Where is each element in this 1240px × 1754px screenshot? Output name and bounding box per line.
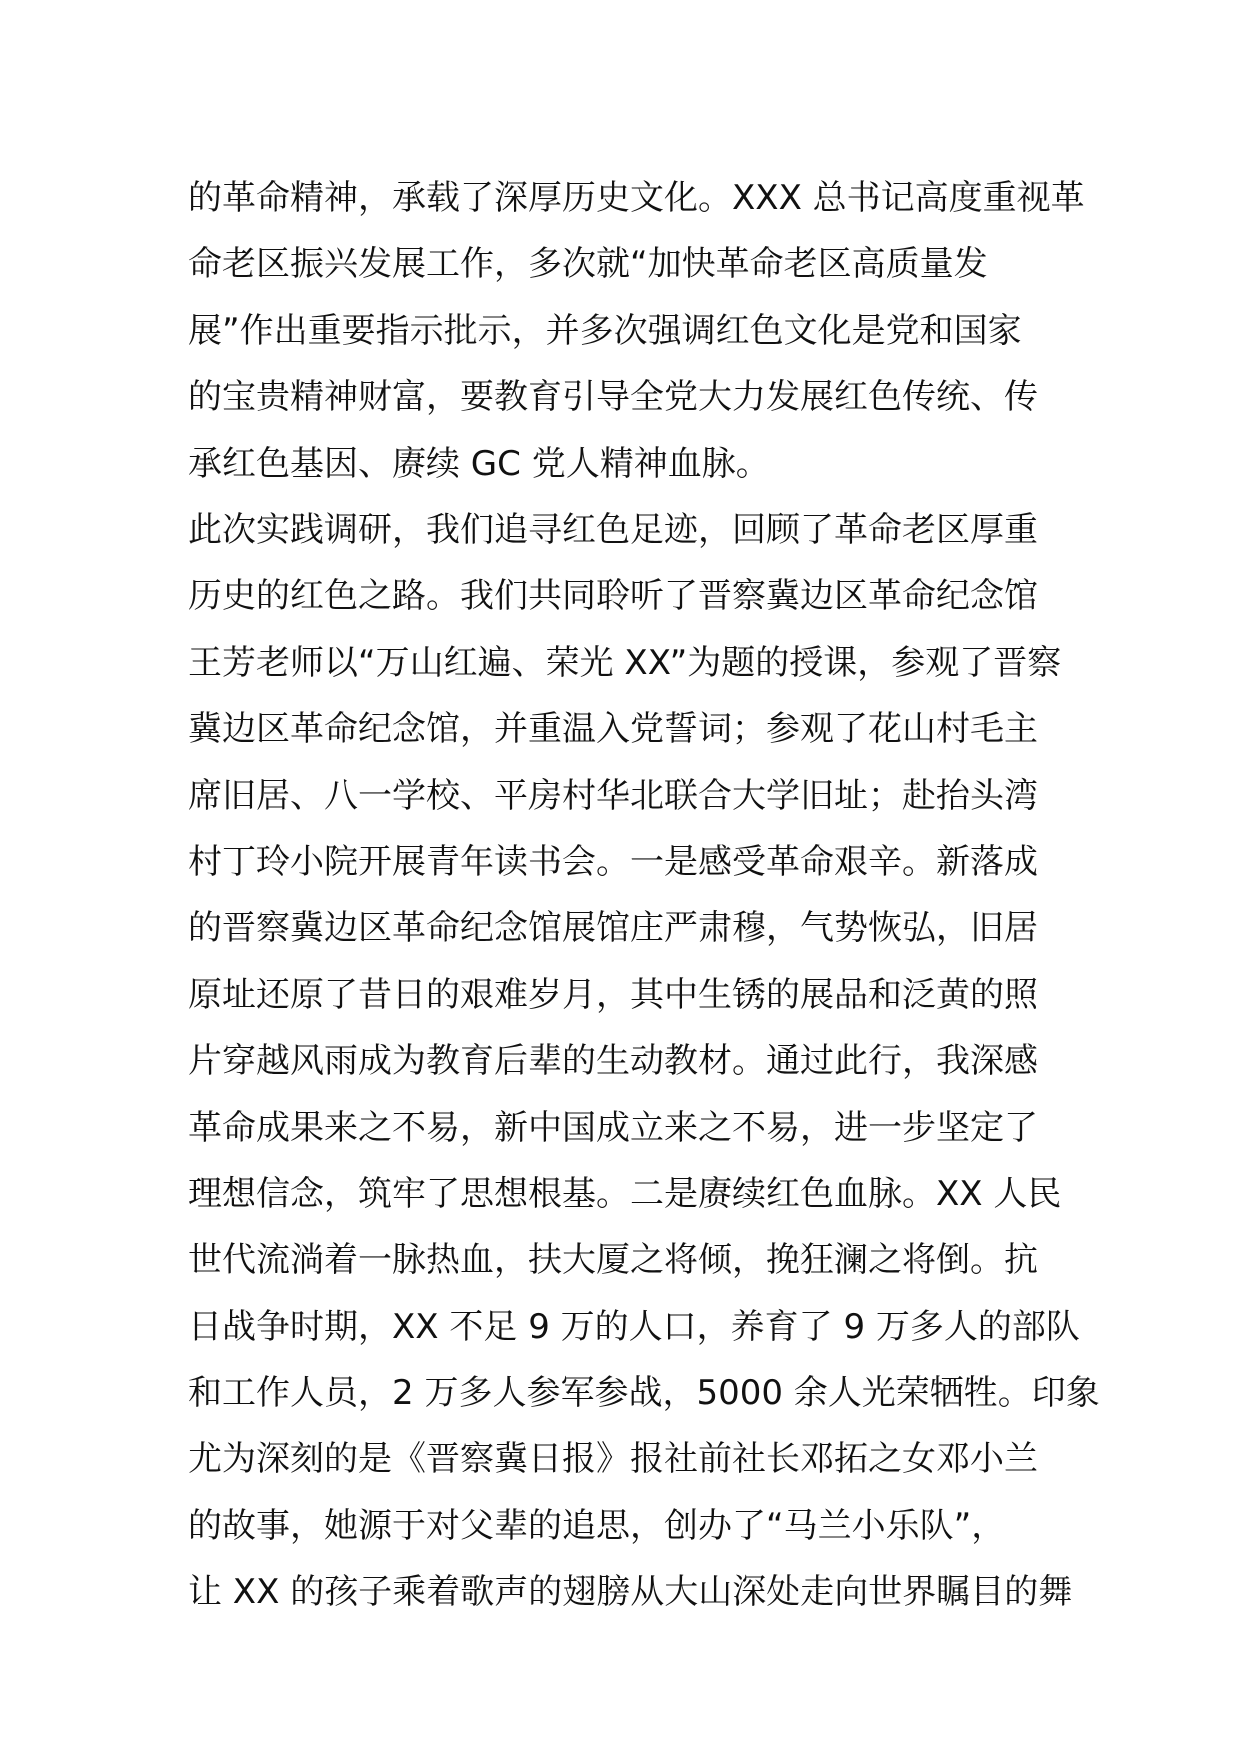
text-line: 王芳老师以“万山红遍、荣光 XX”为题的授课，参观了晋察 (188, 642, 1062, 683)
text-line: 此次实践调研，我们追寻红色足迹，回顾了革命老区厚重 (188, 510, 1038, 550)
text-line: 冀边区革命纪念馆，并重温入党誓词；参观了花山村毛主 (188, 709, 1038, 750)
text-line: 承红色基因、赓续 GC 党人精神血脉。 (188, 443, 770, 484)
text-line: 和工作人员，2 万多人参军参战，5000 余人光荣牺牲。印象 (188, 1373, 1100, 1414)
text-line: 展”作出重要指示批示，并多次强调红色文化是党和国家 (188, 310, 1022, 351)
text-line: 的故事，她源于对父辈的追思，创办了“马兰小乐队”， (188, 1505, 1006, 1546)
paragraph-1 (188, 165, 1085, 497)
paragraph-2 (188, 497, 1100, 1626)
text-line: 的革命精神，承载了深厚历史文化。XXX 总书记高度重视革 (188, 178, 1085, 218)
text-line: 尤为深刻的是《晋察冀日报》报社前社长邓拓之女邓小兰 (188, 1439, 1038, 1480)
text-line: 的晋察冀边区革命纪念馆展馆庄严肃穆，气势恢弘，旧居 (188, 908, 1038, 949)
text-line: 原址还原了昔日的艰难岁月，其中生锈的展品和泛黄的照 (188, 974, 1038, 1015)
text-line: 日战争时期，XX 不足 9 万的人口，养育了 9 万多人的部队 (188, 1306, 1080, 1347)
text-line: 的宝贵精神财富，要教育引导全党大力发展红色传统、传 (188, 377, 1038, 418)
text-line: 村丁玲小院开展青年读书会。一是感受革命艰辛。新落成 (188, 841, 1038, 882)
text-line: 让 XX 的孩子乘着歌声的翅膀从大山深处走向世界瞩目的舞 (188, 1572, 1073, 1613)
text-line: 世代流淌着一脉热血，扶大厦之将倾，挽狂澜之将倒。抗 (188, 1240, 1038, 1281)
text-line: 理想信念，筑牢了思想根基。二是赓续红色血脉。XX 人民 (188, 1173, 1062, 1214)
text-line: 历史的红色之路。我们共同聆听了晋察冀边区革命纪念馆 (188, 576, 1038, 617)
text-line: 命老区振兴发展工作，多次就“加快革命老区高质量发 (188, 244, 988, 285)
text-line: 革命成果来之不易，新中国成立来之不易，进一步坚定了 (188, 1107, 1038, 1148)
text-line: 席旧居、八一学校、平房村华北联合大学旧址；赴抬头湾 (188, 775, 1038, 816)
text-line: 片穿越风雨成为教育后辈的生动教材。通过此行，我深感 (188, 1041, 1038, 1082)
